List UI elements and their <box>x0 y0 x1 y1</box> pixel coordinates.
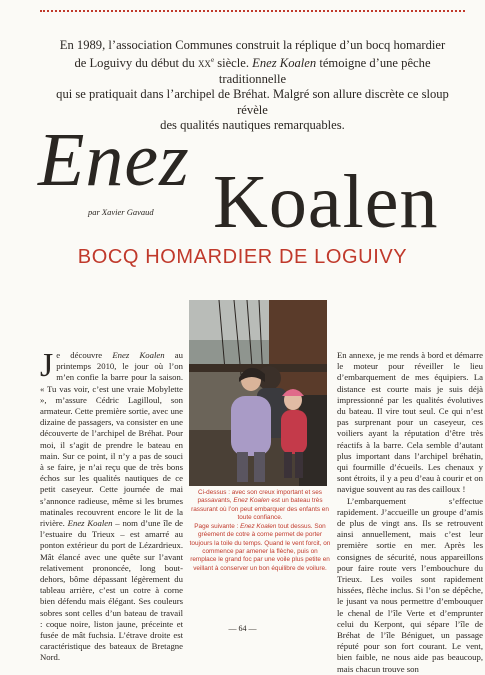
left-paragraph <box>40 347 184 664</box>
body-text: au printemps 2010, le jour où l’on m’en confie la barre pour la saison. « Tu vas voir, c’est une vraie Mobylette », m’assure Cédric Lagilloul, son armateur. Cette première sortie, avec une dizaine de passagers, va consister en une découverte de l’archipel de Bréhat. Pour moi, il s’agit de prendre le bateau en main. Sur ce point, il n’y a pas de souci à se faire, je n’ai reçu que de très bons échos sur les qualités nautiques de ce petit caseyeur. Cette journée de mai s’annonce radieuse, même si les brumes matinales recouvrent encore le lit de la rivière. <box>40 350 183 529</box>
caption-paragraph <box>189 489 331 522</box>
body-text: – nom d’une île de l’estuaire du Trieux – est amarré au ponton extérieur du port de Lézardrieux. Mât élancé avec une quête sur l’avant relativement prononcée, long bout-dehors, bôme dépassant légèrement du tableau arrière, c’est un cotre à corne bien défendu mais élégant. Ses couleurs sobres sont celles d’un bateau de travail : coque noire, liston jaune, préceinte et fusée de mât fuchsia. L’étrave droite est caractéristique des bateaux de Bretagne Nord. <box>40 518 184 663</box>
intro-text: des qualités nautiques remarquables. <box>160 118 345 133</box>
right-paragraph: En annexe, je me rends à bord et démarre le moteur pour réveiller le lieu d’embarquement de mes équipiers. La distance est courte mais je suis déjà impressionné par les qualités évolutives du bateau. Il vire tout seul. Ce qui n’est pas surprenant pour un caseyeur, ces voiliers ayant la réputation d’être très réactifs à la barre. Cela semble d’autant plus important dans l’archipel bréhatin, qui fourmille d’écueils. Les chenaux y sont étroits, il y a peu d’eau à courir et on navigue souvent au ras des cailloux ! <box>337 350 483 495</box>
boat-name: Enez Koalen <box>240 523 277 531</box>
boat-name: Enez Koalen <box>67 518 113 529</box>
caption-text: est un bateau très rassurant où l’on peut embarquer des enfants en toute confiance. <box>191 497 329 521</box>
intro-text: qui se pratiquait dans l’archipel de Bréhat. Malgré son allure discrète ce sloup révèle <box>56 87 449 117</box>
boat-name: Enez Koalen <box>233 497 270 505</box>
right-paragraph: L’embarquement s’effectue rapidement. J’accueille un groupe d’amis de plus de vingt ans. Ils se retrouvent ainsi annuellement, mais c’est leur première sortie en mer. Après les consignes de sécurité, nous appareillons pour faire route vers l’embouchure du Trieux. Les voiles sont rapidement hissées, flèche inclus. Si l’on se dépêche, le jusant va nous permettre d’embouquer le chenal de l’île Verte et d’emprunter celui du Kerpont, qui sépare l’île de Bréhat de l’île Béniguet, un passage réputé pour son fort courant. Le vent, bien faible, ne nous aide pas beaucoup, mais chacun trouve son <box>337 495 483 674</box>
drop-cap: J <box>40 347 54 384</box>
boat-name: Enez Koalen <box>252 56 317 71</box>
intro-line <box>40 53 465 87</box>
caption-paragraph <box>189 523 331 573</box>
top-dotted-rule <box>40 10 465 12</box>
intro-superscript: e <box>210 56 215 65</box>
intro-text: En 1989, l’association Communes construit la réplique d’un bocq homardier <box>59 38 446 52</box>
intro-line <box>40 87 465 118</box>
left-column <box>40 347 184 664</box>
caption-text: tout dessus. Son gréement de cotre à corne permet de porter toujours la toile du temps. Quand le vent forcit, on commence par amener la flèche, puis on remplace le grand foc par une voile plus petite en veillant à conserver un bon équilibre de voilure. <box>189 523 331 572</box>
title-word-enez: Enez <box>38 118 190 202</box>
intro-text: de Loguivy du début du <box>74 56 198 71</box>
intro-text: témoigne d’une pêche traditionnelle <box>218 56 431 86</box>
caption-text: Page suivante : <box>194 523 241 531</box>
intro-century: xx <box>197 56 211 71</box>
body-text: e découvre <box>56 350 113 360</box>
intro-text: siècle. <box>214 56 253 71</box>
article-subtitle: BOCQ HOMARDIER DE LOGUIVY <box>77 246 408 268</box>
page-number: — 64 — <box>228 624 257 633</box>
boat-name: Enez Koalen <box>112 350 165 360</box>
article-photo <box>189 300 327 486</box>
photo-caption <box>189 489 331 573</box>
caption-text: Ci-dessus : avec son creux important et ses passavants, <box>197 489 322 505</box>
byline: par Xavier Gavaud <box>88 207 154 217</box>
title-word-koalen: Koalen <box>213 160 439 244</box>
intro-line <box>40 38 465 53</box>
